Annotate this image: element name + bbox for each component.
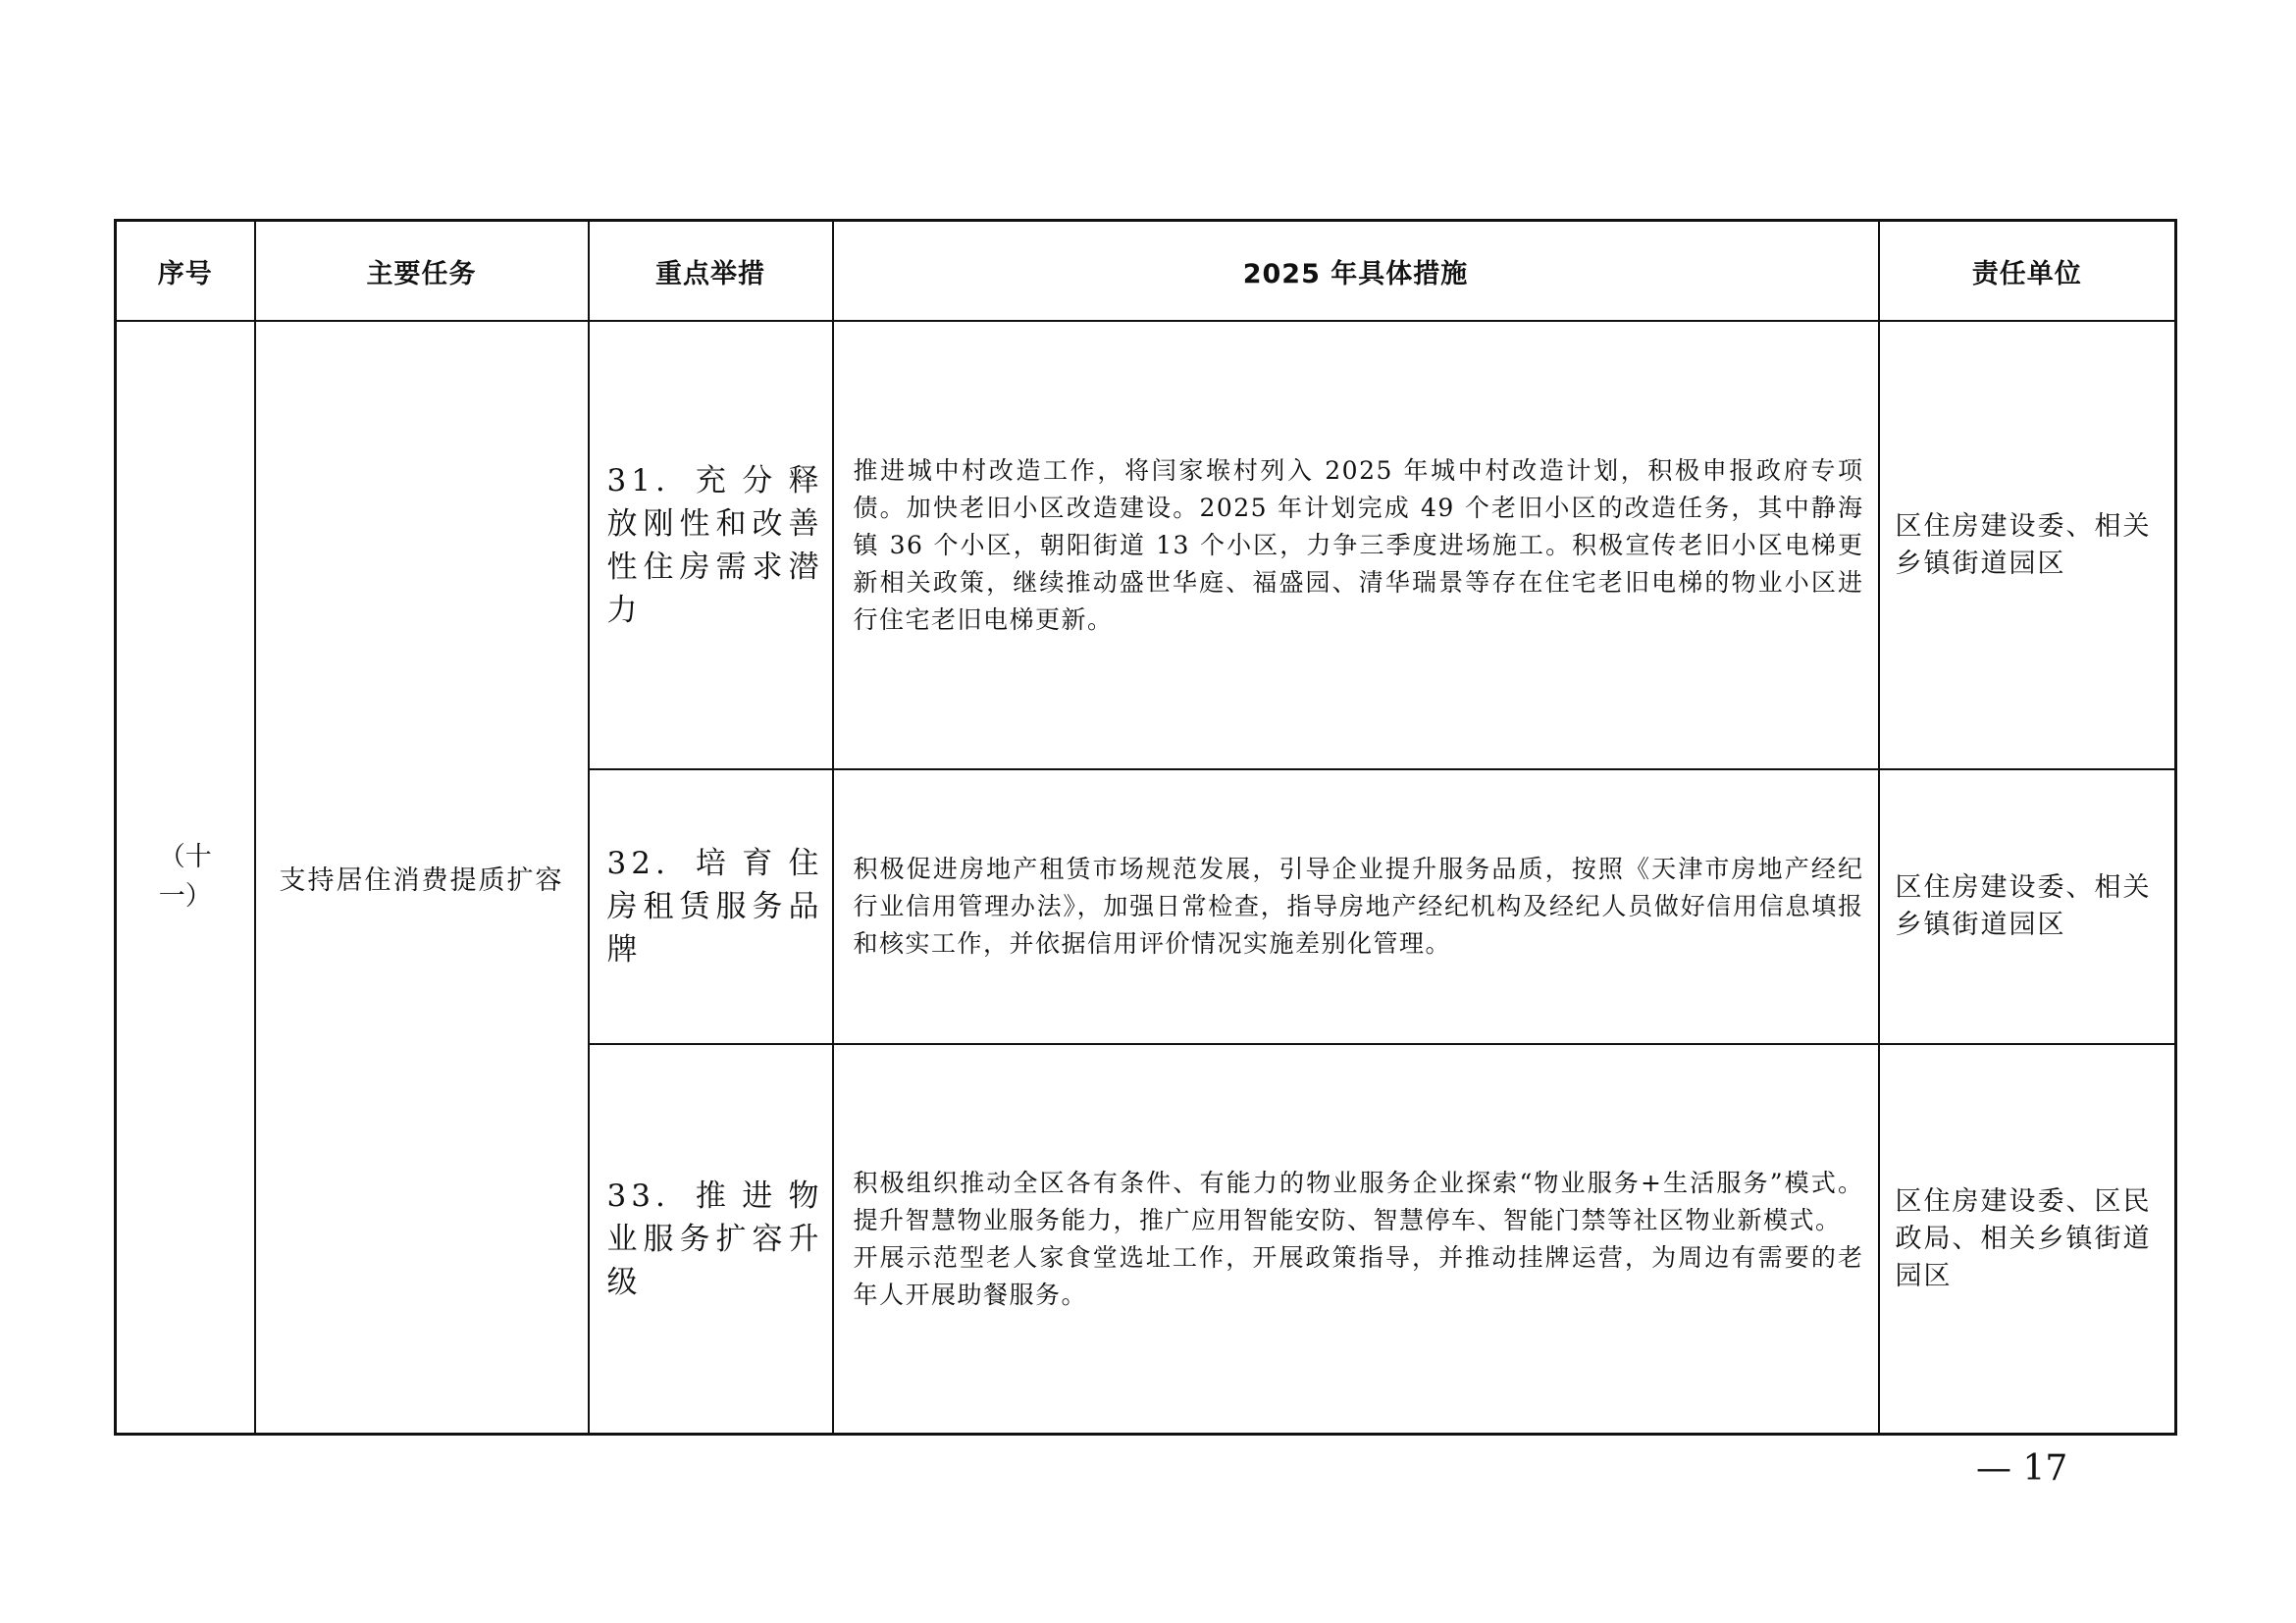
table-header-row: [116, 221, 2176, 322]
group-seq-cell: [116, 321, 255, 1435]
header-specific: 2025 年具体措施: [833, 221, 1879, 322]
group-seq-line1: （十: [158, 842, 212, 872]
measure-cell: 32. 培育住房租赁服务品牌: [589, 769, 833, 1044]
group-task-cell: 支持居住消费提质扩容: [255, 321, 589, 1435]
specific-paragraph: 积极组织推动全区各有条件、有能力的物业服务企业探索“物业服务+生活服务”模式。提升智慧物业服务能力，推广应用智能安防、智慧停车、智能门禁等社区物业新模式。: [853, 1168, 1864, 1234]
page-number: — 17: [1976, 1448, 2068, 1489]
table-row: [116, 321, 2176, 769]
specific-cell: [833, 1044, 1879, 1435]
group-seq-line2: 一）: [158, 881, 212, 912]
header-unit: 责任单位: [1879, 221, 2176, 322]
measure-cell: 31. 充分释放刚性和改善性住房需求潜力: [589, 321, 833, 769]
specific-cell: [833, 769, 1879, 1044]
specific-cell: [833, 321, 1879, 769]
unit-cell: 区住房建设委、相关乡镇街道园区: [1879, 321, 2176, 769]
specific-paragraph: 推进城中村改造工作，将闫家堠村列入 2025 年城中村改造计划，积极申报政府专项债。加快老旧小区改造建设。2025 年计划完成 49 个老旧小区的改造任务，其中静海镇 36 个小区，朝阳街道 13 个小区，力争三季度进场施工。积极宣传老旧小区电梯更新相关政策，继续推动盛世华庭、福盛园、清华瑞景等存在住宅老旧电梯的物业小区进行住宅老旧电梯更新。: [853, 455, 1864, 634]
header-task: 主要任务: [255, 221, 589, 322]
unit-cell: 区住房建设委、区民政局、相关乡镇街道园区: [1879, 1044, 2176, 1435]
specific-paragraph: 开展示范型老人家食堂选址工作，开展政策指导，并推动挂牌运营，为周边有需要的老年人开展助餐服务。: [853, 1242, 1864, 1309]
specific-paragraph: 积极促进房地产租赁市场规范发展，引导企业提升服务品质，按照《天津市房地产经纪行业信用管理办法》，加强日常检查，指导房地产经纪机构及经纪人员做好信用信息填报和核实工作，并依据信用评价情况实施差别化管理。: [853, 855, 1864, 958]
header-seq: 序号: [116, 221, 255, 322]
measures-table: [114, 219, 2177, 1436]
unit-cell: 区住房建设委、相关乡镇街道园区: [1879, 769, 2176, 1044]
measure-cell: 33. 推进物业服务扩容升级: [589, 1044, 833, 1435]
header-measure: 重点举措: [589, 221, 833, 322]
